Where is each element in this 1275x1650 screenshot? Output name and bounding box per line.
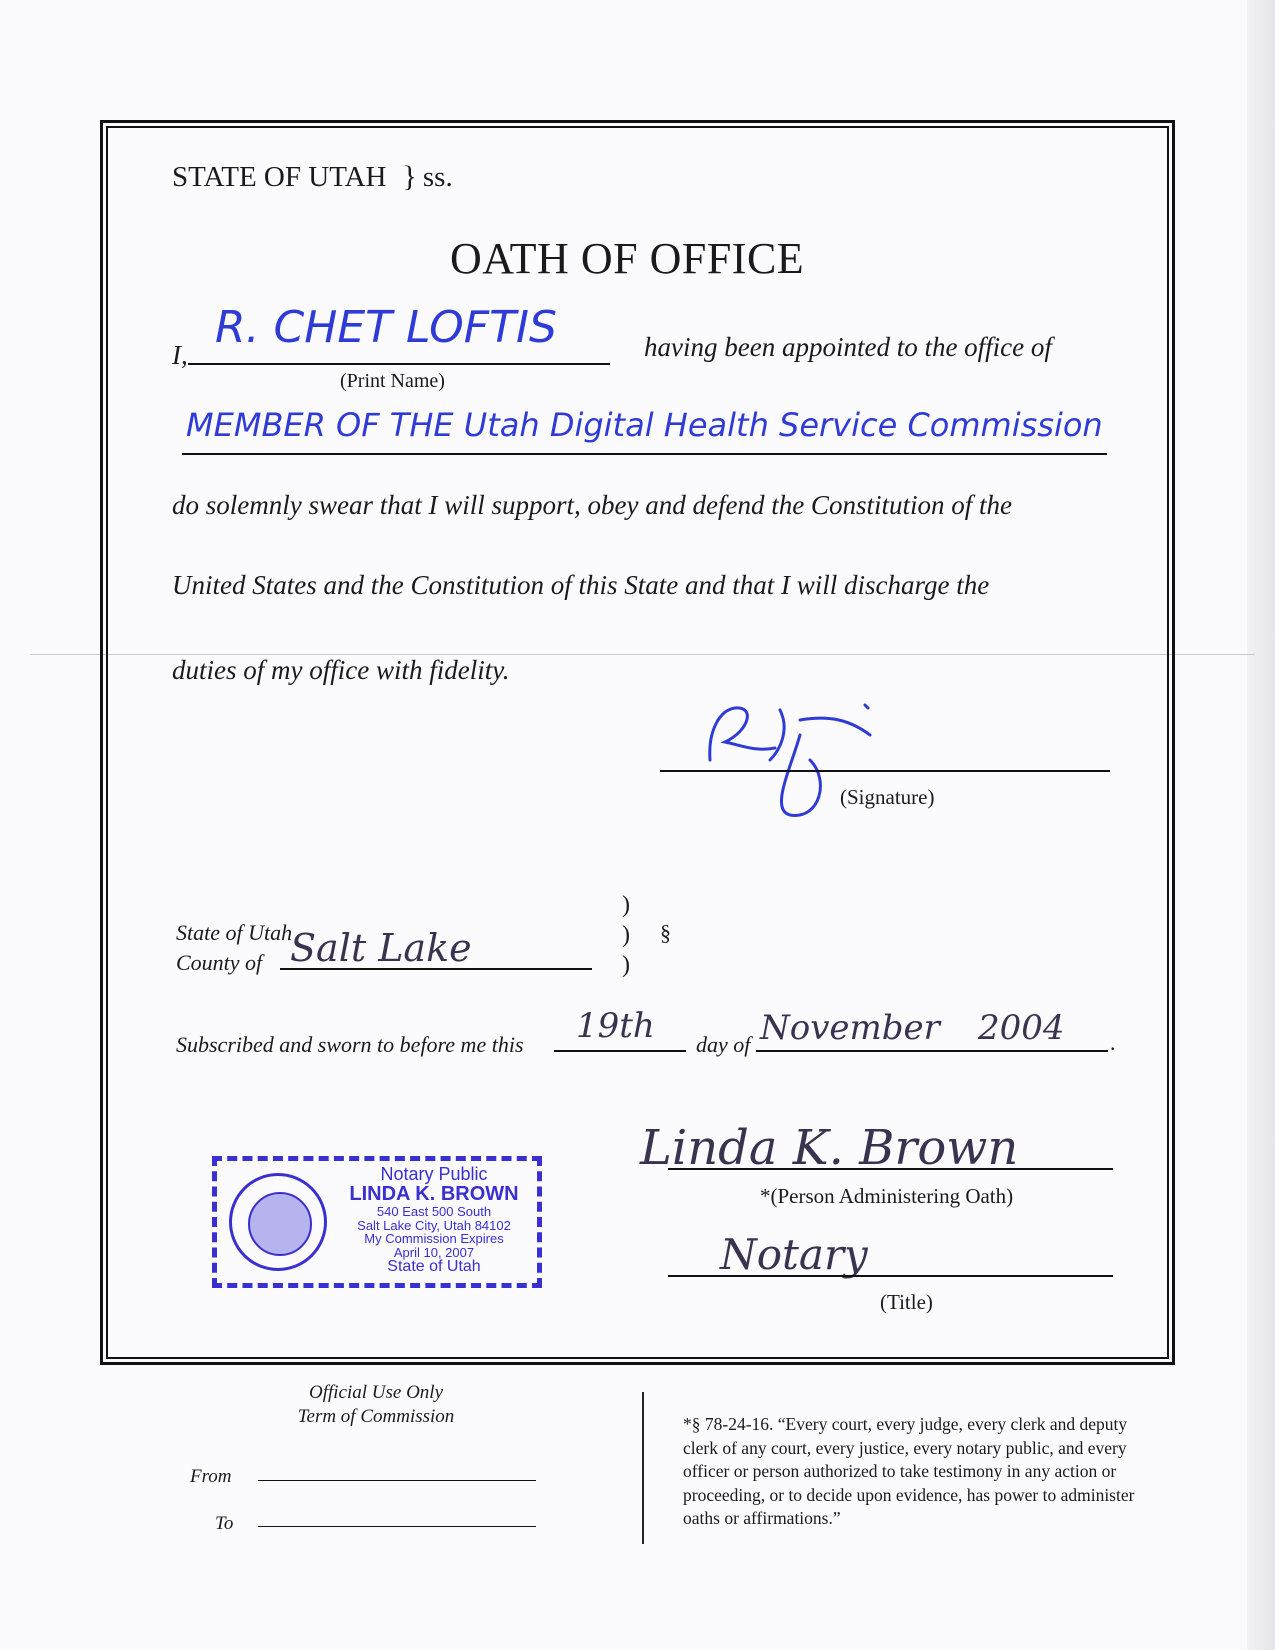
oath-prefix: I,	[172, 340, 188, 370]
oath-line-2: United States and the Constitution of this State and that I will discharge the	[172, 570, 990, 600]
state-header	[172, 160, 453, 194]
print-name-line	[188, 363, 610, 365]
signature-label: (Signature)	[840, 785, 935, 809]
header-ss: ss.	[422, 161, 453, 193]
oath-line-1: do solemnly swear that I will support, obey and defend the Constitution of the	[172, 490, 1012, 520]
venue-county-label: County of	[176, 950, 263, 975]
from-label: From	[190, 1466, 232, 1487]
signature-line	[660, 770, 1110, 772]
header-brace: }	[402, 160, 417, 193]
handwritten-day: 19th	[576, 1006, 655, 1046]
term-label: Term of Commission	[297, 1406, 455, 1427]
stamp-line-5: My Commission Expires	[364, 1231, 504, 1247]
handwritten-county: Salt Lake	[290, 926, 472, 970]
handwritten-title: Notary	[720, 1230, 868, 1279]
stamp-line-1: Notary Public	[380, 1164, 488, 1184]
venue-parens: ) ) )	[622, 892, 630, 978]
sworn-text: Subscribed and sworn to before me this	[176, 1032, 524, 1057]
to-line	[258, 1526, 536, 1527]
stamp-line-6: April 10, 2007	[393, 1244, 475, 1260]
handwritten-month: November	[760, 1008, 940, 1048]
handwritten-name: R. CHET LOFTIS	[215, 302, 557, 353]
venue-state-label: State of Utah	[176, 920, 293, 945]
stamp-line-7: State of Utah	[387, 1258, 481, 1276]
oath-line-3: duties of my office with fidelity.	[172, 655, 510, 685]
date-period: .	[1110, 1030, 1116, 1055]
title-label: (Title)	[880, 1290, 933, 1314]
section-symbol: §	[660, 920, 671, 945]
from-line	[258, 1480, 536, 1481]
stamp-text	[335, 1165, 533, 1276]
to-label: To	[215, 1513, 234, 1534]
stamp-line-2: LINDA K. BROWN	[349, 1182, 519, 1205]
notary-stamp	[212, 1156, 542, 1288]
footer-divider	[642, 1392, 644, 1544]
appointed-text: having been appointed to the office of	[644, 332, 1052, 362]
administrator-line	[668, 1168, 1113, 1170]
administrator-label: *(Person Administering Oath)	[760, 1184, 1014, 1208]
handwritten-office: MEMBER OF THE Utah Digital Health Service Commission	[186, 406, 1103, 444]
month-line	[756, 1050, 1108, 1052]
state-header-text: STATE OF UTAH	[172, 161, 387, 193]
official-use-label: Official Use Only	[308, 1382, 444, 1403]
office-line	[182, 453, 1107, 455]
day-line	[554, 1050, 686, 1052]
statute-note: *§ 78-24-16. “Every court, every judge, every clerk and deputy clerk of any court, every justice, every notary public, and every officer or person authorized to take testimony in any action or proceeding, or to decide upon evidence, has power to administer oaths or affirmations.”	[683, 1414, 1135, 1528]
day-of-label: day of	[696, 1032, 751, 1057]
print-name-label: (Print Name)	[340, 370, 445, 392]
handwritten-year: 2004	[978, 1008, 1065, 1048]
state-seal-icon	[229, 1173, 327, 1271]
page-edge-shadow	[1247, 0, 1275, 1650]
stamp-line-3: 540 East 500 South	[376, 1203, 492, 1219]
administrator-signature: Linda K. Brown	[640, 1120, 1019, 1176]
stamp-line-4: Salt Lake City, Utah 84102	[357, 1217, 511, 1233]
document-title: OATH OF OFFICE	[450, 234, 805, 283]
title-line	[668, 1275, 1113, 1277]
